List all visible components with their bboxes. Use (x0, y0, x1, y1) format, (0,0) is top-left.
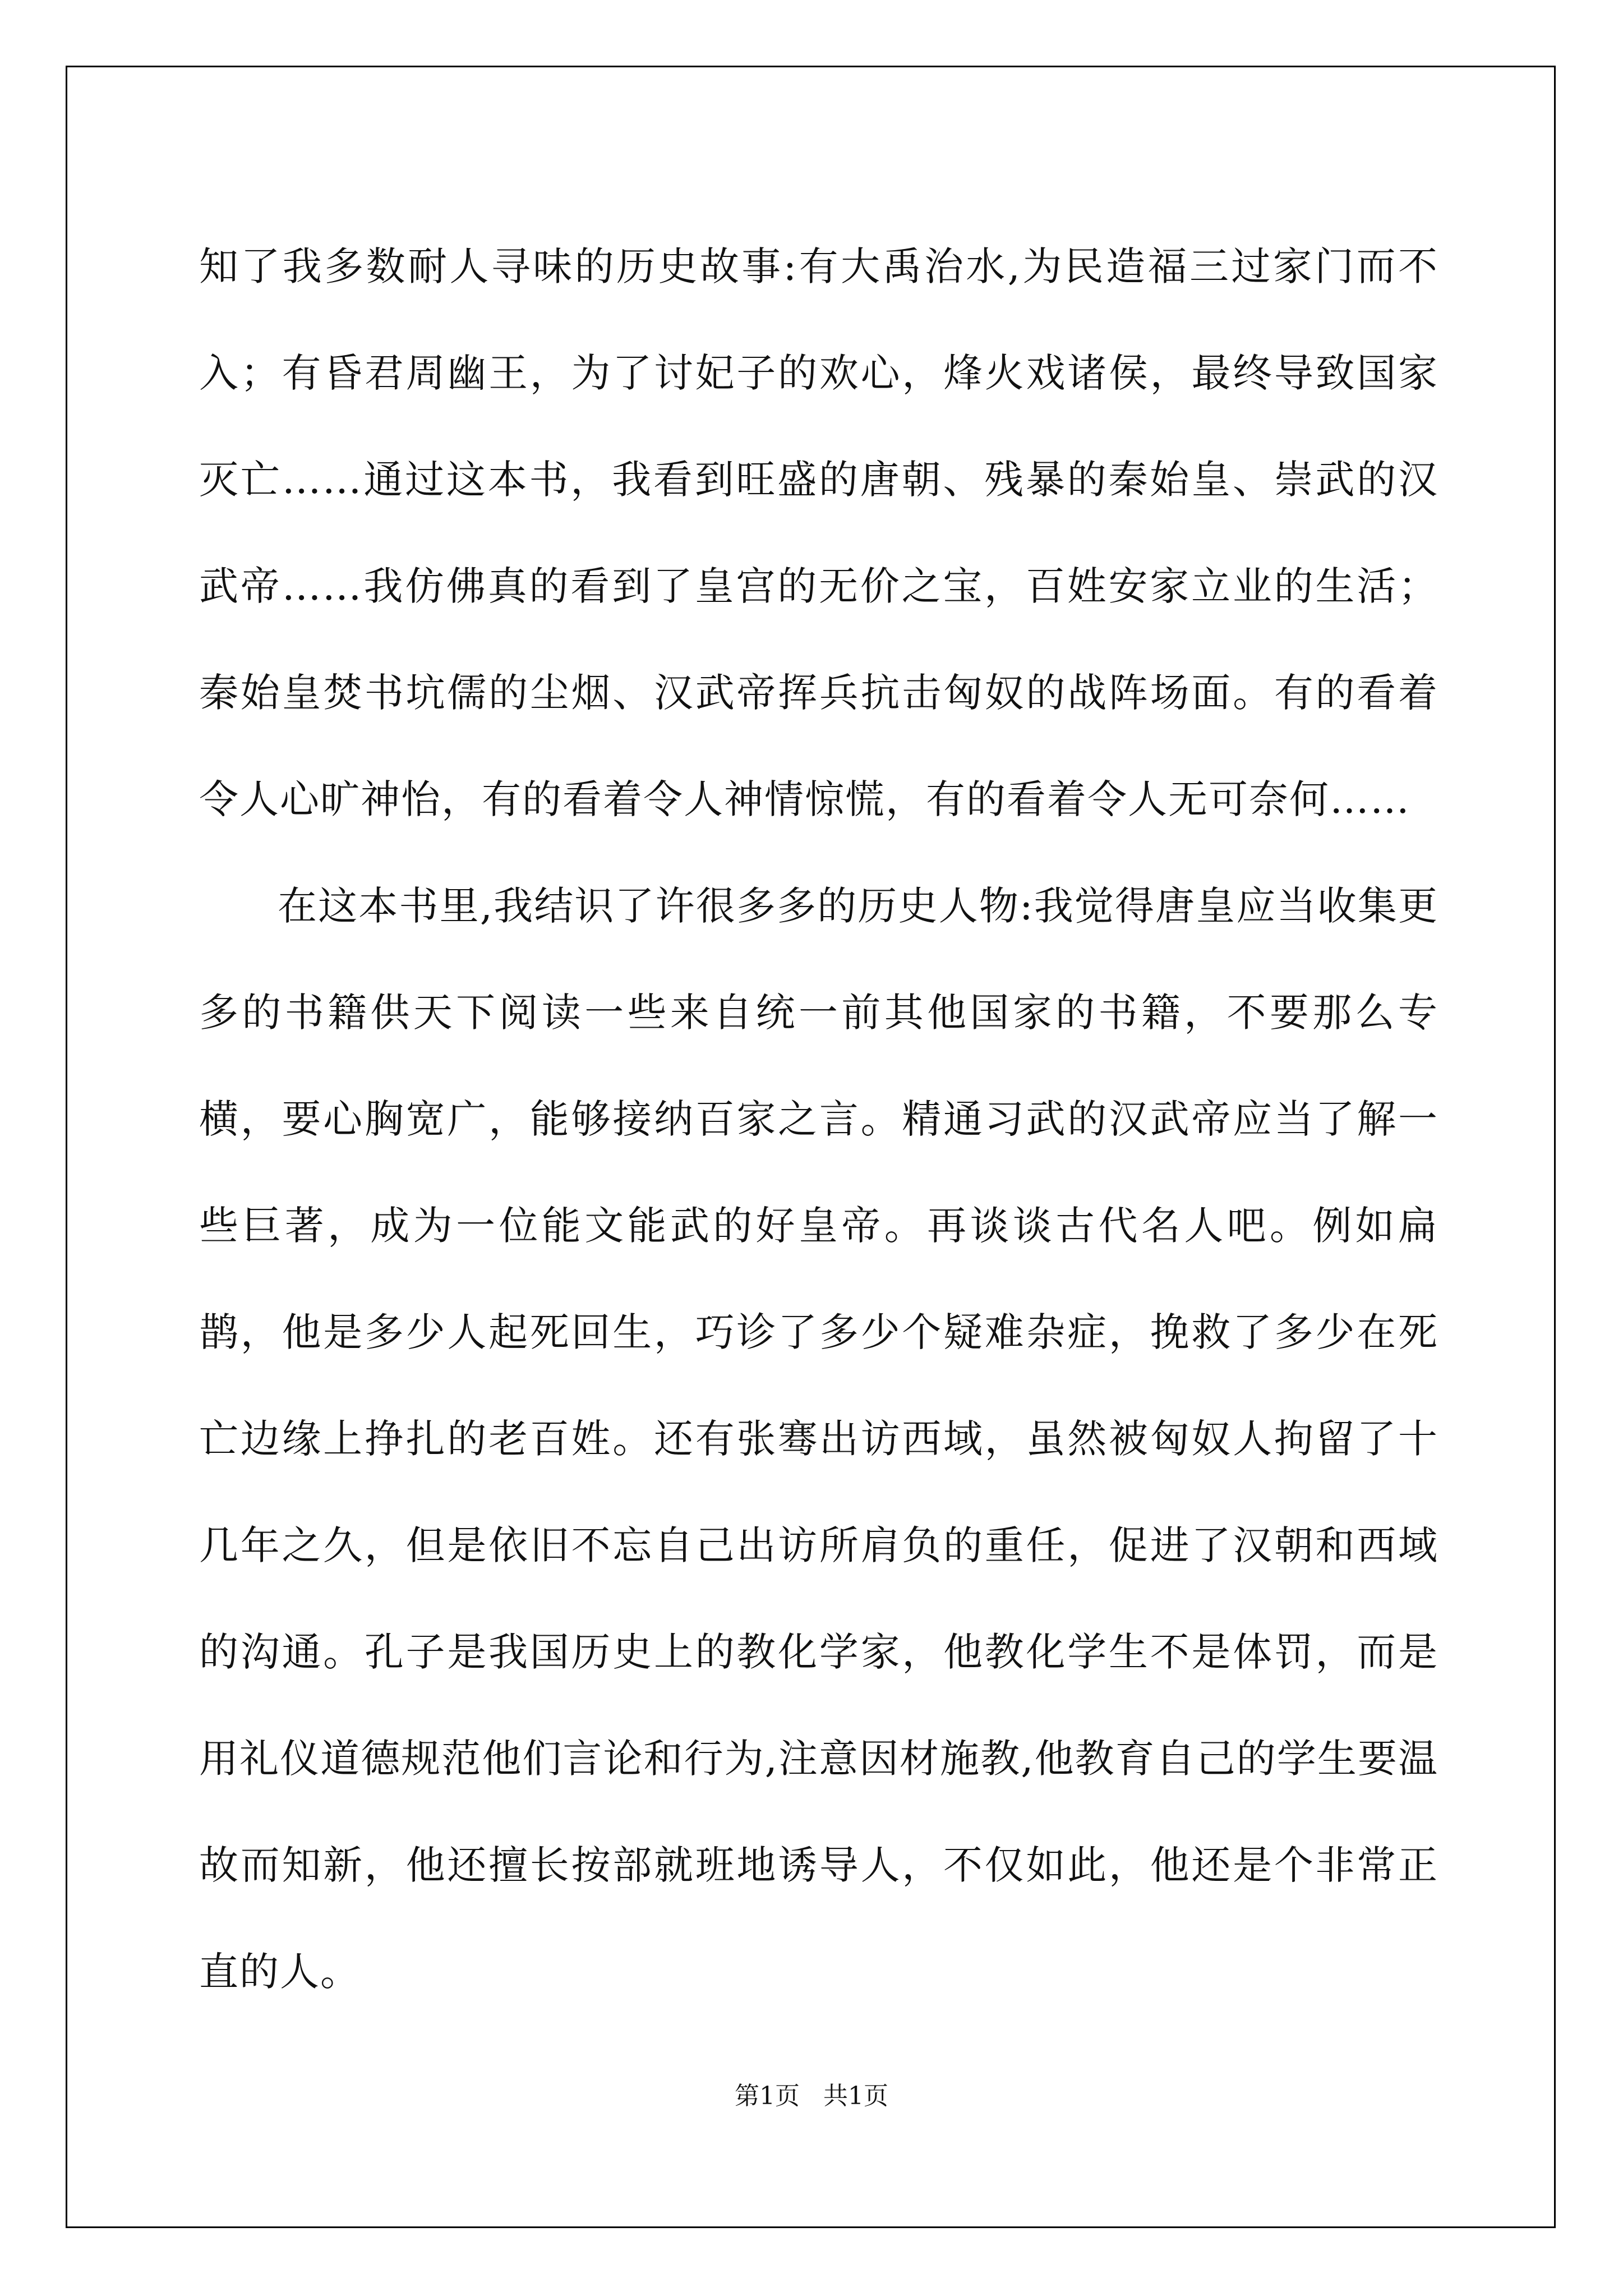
paragraph-2: 在这本书里,我结识了许很多多的历史人物:我觉得唐皇应当收集更多的书籍供天下阅读一些来自统一前其他国家的书籍，不要那么专横，要心胸宽广，能够接纳百家之言。精通习武的汉武帝应当了解一些巨著，成为一位能文能武的好皇帝。再谈谈古代名人吧。例如扁鹊，他是多少人起死回生，巧诊了多少个疑难杂症，挽救了多少在死亡边缘上挣扎的老百姓。还有张骞出访西域，虽然被匈奴人拘留了十几年之久，但是依旧不忘自己出访所肩负的重任，促进了汉朝和西域的沟通。孔子是我国历史上的教化学家，他教化学生不是体罚，而是用礼仪道德规范他们言论和行为,注意因材施教,他教育自己的学生要温故而知新，他还擅长按部就班地诱导人，不仅如此，他还是个非常正直的人。 (199, 883, 1438, 1995)
document-body (199, 213, 1438, 2025)
paragraph-1: 知了我多数耐人寻味的历史故事:有大禹治水,为民造福三过家门而不入；有昏君周幽王，为了讨妃子的欢心，烽火戏诸侯，最终导致国家灭亡……通过这本书，我看到旺盛的唐朝、残暴的秦始皇、崇武的汉武帝……我仿佛真的看到了皇宫的无价之宝，百姓安家立业的生活；秦始皇焚书坑儒的尘烟、汉武帝挥兵抗击匈奴的战阵场面。有的看着令人心旷神怡，有的看着令人神情惊慌，有的看着令人无可奈何…… (199, 243, 1438, 822)
page-number-footer: 第1页 共1页 (735, 2082, 888, 2110)
